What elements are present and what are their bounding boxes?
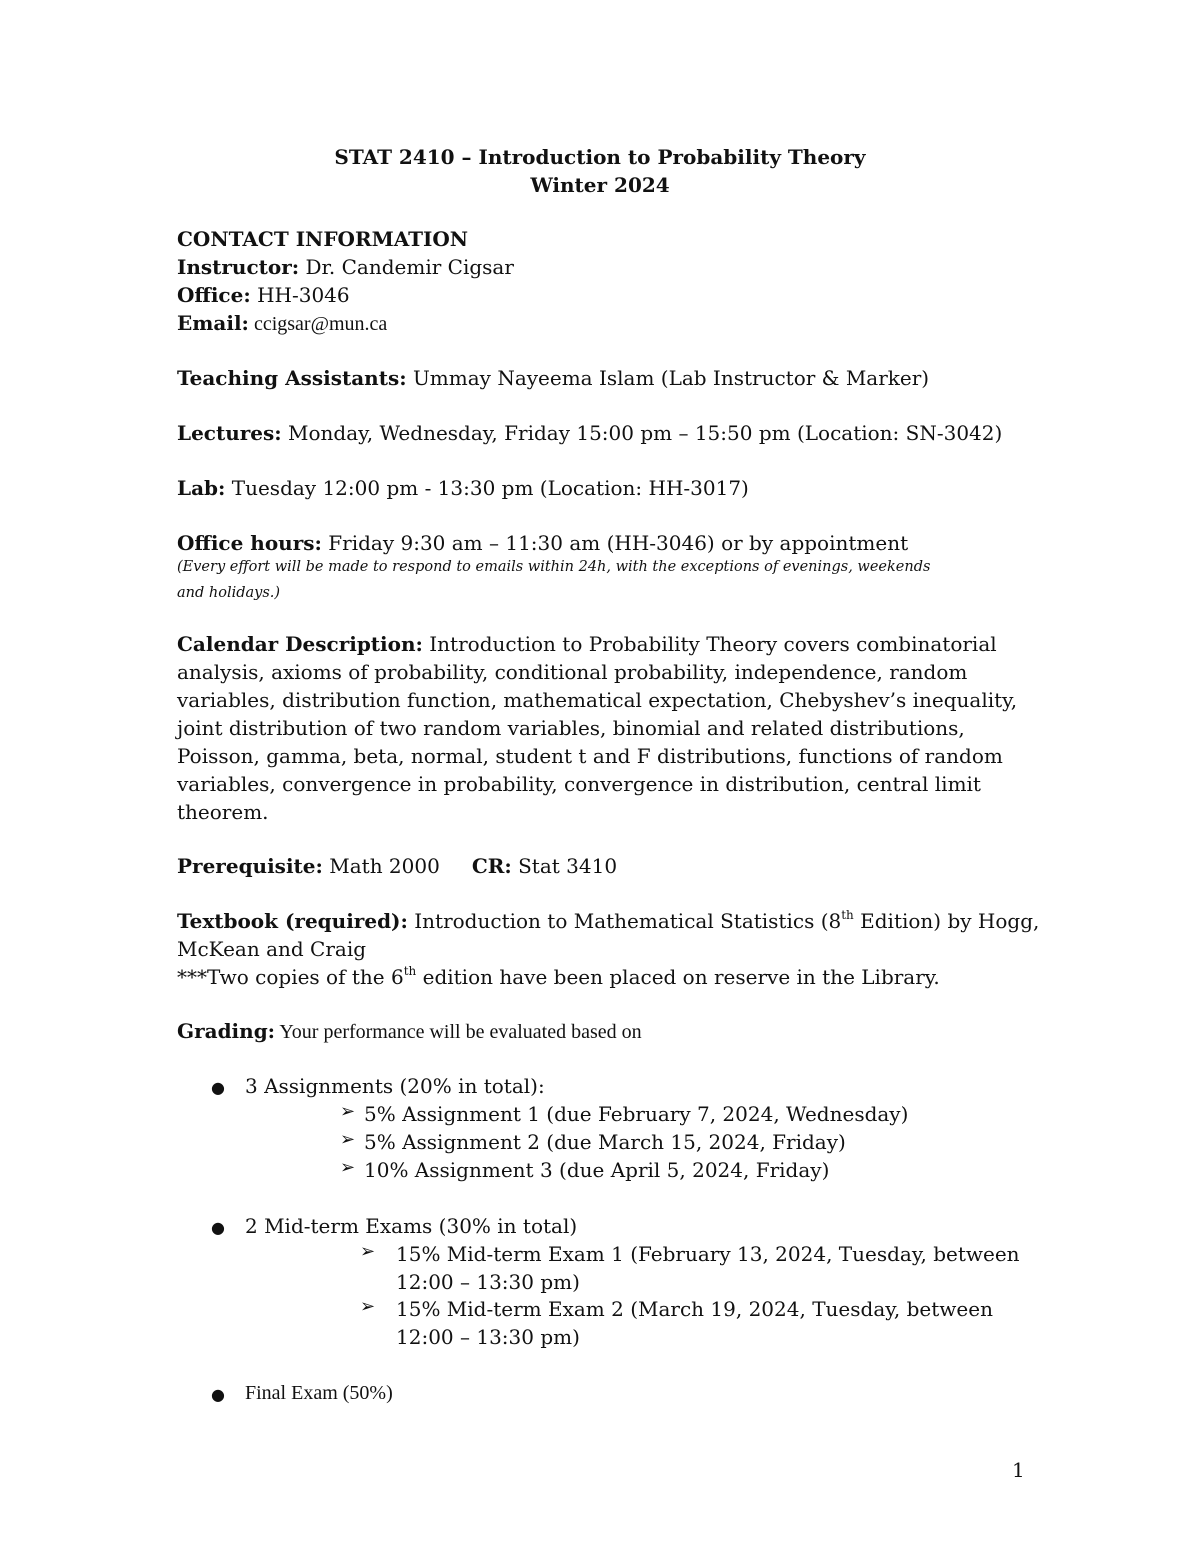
prereq-label: Prerequisite: <box>177 854 323 878</box>
bullet-icon: ● <box>211 1078 225 1097</box>
textbook-sup: th <box>841 908 854 922</box>
instructor-value: Dr. Candemir Cigsar <box>299 255 514 279</box>
calendar-text-1: Introduction to Probability Theory covers combinatorial <box>422 632 997 656</box>
midterms-title: 2 Mid-term Exams (30% in total) <box>245 1214 578 1238</box>
office-line <box>177 281 350 309</box>
grading-value: Your performance will be evaluated based on <box>275 1021 642 1043</box>
page-number: 1 <box>1012 1458 1025 1482</box>
contact-heading: CONTACT INFORMATION <box>177 227 469 251</box>
office-hours-note-1: (Every effort will be made to respond to emails within 24h, with the exceptions of evenings, weekends <box>177 559 931 575</box>
arrow-bullet-icon: ➢ <box>340 1157 356 1178</box>
instructor-label: Instructor: <box>177 255 300 279</box>
calendar-line-3: variables, distribution function, mathematical expectation, Chebyshev’s inequality, <box>177 688 1018 712</box>
textbook-label: Textbook (required): <box>177 909 408 933</box>
calendar-line-6: variables, convergence in probability, convergence in distribution, central limit <box>177 772 981 796</box>
assignment-item-2: 5% Assignment 2 (due March 15, 2024, Friday) <box>364 1130 846 1154</box>
arrow-bullet-icon: ➢ <box>340 1129 356 1150</box>
calendar-label: Calendar Description: <box>177 632 423 656</box>
prerequisite-line <box>177 852 617 880</box>
calendar-line-7: theorem. <box>177 800 269 824</box>
midterm-1-line-2: 12:00 – 13:30 pm) <box>396 1270 580 1294</box>
lab-label: Lab: <box>177 476 226 500</box>
cr-value: Stat 3410 <box>511 854 618 878</box>
grading-line <box>177 1017 642 1046</box>
office-label: Office: <box>177 283 251 307</box>
reserve-line <box>177 963 940 991</box>
reserve-sup: th <box>403 964 417 978</box>
email-label: Email: <box>177 311 249 335</box>
tas-line <box>177 364 929 392</box>
lectures-line <box>177 419 1002 447</box>
instructor-line <box>177 253 514 281</box>
textbook-line-1 <box>177 907 1039 935</box>
office-hours-note-2: and holidays.) <box>177 585 281 601</box>
office-hours-label: Office hours: <box>177 531 322 555</box>
course-term: Winter 2024 <box>530 173 670 197</box>
assignment-item-3: 10% Assignment 3 (due April 5, 2024, Friday) <box>364 1158 830 1182</box>
cr-label: CR: <box>471 854 512 878</box>
textbook-text-a: Introduction to Mathematical Statistics (8 <box>407 909 842 933</box>
email-value[interactable]: ccigsar@mun.ca <box>248 313 388 335</box>
course-title: STAT 2410 – Introduction to Probability Theory <box>334 145 866 169</box>
final-exam: Final Exam (50%) <box>245 1382 393 1404</box>
email-line <box>177 309 387 338</box>
office-hours-line <box>177 529 908 557</box>
calendar-line-1 <box>177 630 997 658</box>
arrow-bullet-icon: ➢ <box>340 1101 356 1122</box>
bullet-icon: ● <box>211 1218 225 1237</box>
lab-value: Tuesday 12:00 pm - 13:30 pm (Location: HH-3017) <box>225 476 749 500</box>
office-value: HH-3046 <box>250 283 350 307</box>
prereq-value: Math 2000 <box>322 854 440 878</box>
tas-label: Teaching Assistants: <box>177 366 407 390</box>
arrow-bullet-icon: ➢ <box>360 1241 376 1262</box>
lectures-value: Monday, Wednesday, Friday 15:00 pm – 15:50 pm (Location: SN-3042) <box>281 421 1003 445</box>
reserve-text-b: edition have been placed on reserve in the Library. <box>416 965 940 989</box>
calendar-line-5: Poisson, gamma, beta, normal, student t and F distributions, functions of random <box>177 744 1003 768</box>
midterm-2-line-1: 15% Mid-term Exam 2 (March 19, 2024, Tuesday, between <box>396 1297 993 1321</box>
reserve-text-a: ***Two copies of the 6 <box>177 965 404 989</box>
bullet-icon: ● <box>211 1385 225 1404</box>
lectures-label: Lectures: <box>177 421 282 445</box>
textbook-text-b: Edition) by Hogg, <box>853 909 1040 933</box>
tas-value: Ummay Nayeema Islam (Lab Instructor & Marker) <box>406 366 930 390</box>
midterm-2-line-2: 12:00 – 13:30 pm) <box>396 1325 580 1349</box>
grading-label: Grading: <box>177 1019 276 1043</box>
calendar-line-4: joint distribution of two random variables, binomial and related distributions, <box>177 716 965 740</box>
arrow-bullet-icon: ➢ <box>360 1296 376 1317</box>
textbook-line-2: McKean and Craig <box>177 937 367 961</box>
lab-line <box>177 474 749 502</box>
assignments-title: 3 Assignments (20% in total): <box>245 1074 545 1098</box>
office-hours-value: Friday 9:30 am – 11:30 am (HH-3046) or by appointment <box>321 531 909 555</box>
assignment-item-1: 5% Assignment 1 (due February 7, 2024, Wednesday) <box>364 1102 909 1126</box>
midterm-1-line-1: 15% Mid-term Exam 1 (February 13, 2024, Tuesday, between <box>396 1242 1020 1266</box>
calendar-line-2: analysis, axioms of probability, conditional probability, independence, random <box>177 660 968 684</box>
